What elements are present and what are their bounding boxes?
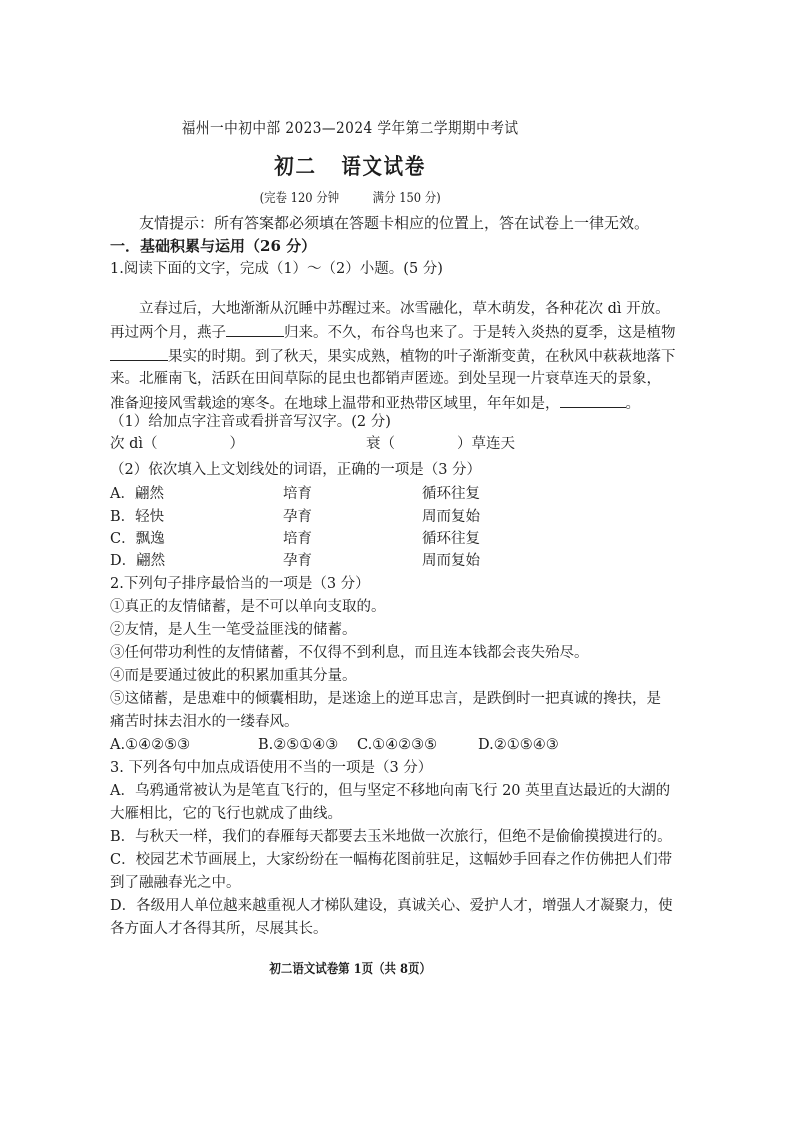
q1-sub2: （2）依次填入上文划线处的词语，正确的一项是（3 分） <box>110 462 482 478</box>
q2-sentence-1: ①真正的友情储蓄，是不可以单向支取的。 <box>110 599 386 615</box>
q3-option-c-1: C．校园艺术节画展上，大家纷纷在一幅梅花图前驻足，这幅妙手回春之作仿佛把人们带 <box>110 852 673 868</box>
q2-option-c: C.①④②③⑤ <box>357 737 438 753</box>
q2-sentence-5a: ⑤这储蓄，是患难中的倾囊相助，是迷途上的逆耳忠言，是跌倒时一把真诚的搀扶，是 <box>110 691 661 707</box>
exam-meta <box>0 189 700 209</box>
option-a-w3: 循环往复 <box>422 486 480 502</box>
option-d-w2: 孕育 <box>283 553 312 569</box>
q1-sub1: （1）给加点字注音或看拼音写汉字。(2 分) <box>110 414 391 430</box>
passage-line-5 <box>110 393 640 414</box>
passage-text: 。 <box>625 396 640 412</box>
q2-option-d: D.②①⑤④③ <box>478 737 559 753</box>
option-b-label: B．轻快 <box>110 509 165 525</box>
option-b-w2: 孕育 <box>283 509 312 525</box>
page-title <box>0 154 700 180</box>
exam-score: 满分 150 分) <box>372 191 441 206</box>
q3-option-b: B．与秋天一样，我们的春雁每天都要去玉米地做一次旅行，但绝不是偷偷摸摸进行的。 <box>110 829 672 845</box>
q1-stem: 1.阅读下面的文字，完成（1）～（2）小题。(5 分) <box>110 261 443 277</box>
blank-1 <box>226 322 284 337</box>
q3-option-d-2: 各方面人才各得其所，尽展其长。 <box>110 921 328 937</box>
q2-sentence-3: ③任何带功利性的友情储蓄，不仅得不到利息，而且连本钱都会丧失殆尽。 <box>110 645 589 661</box>
q3-option-d-1: D．各级用人单位越来越重视人才梯队建设，真诚关心、爱护人才，增强人才凝聚力，使 <box>110 898 673 914</box>
q1-sub1-a <box>110 434 244 454</box>
option-a-label: A．翩然 <box>110 486 164 502</box>
option-c-label: C．飘逸 <box>110 531 165 547</box>
option-d-w3: 周而复始 <box>422 553 480 569</box>
option-c-w3: 循环往复 <box>422 531 480 547</box>
char-prompt: 衰（ <box>366 436 395 452</box>
option-c-w2: 培育 <box>283 531 312 547</box>
page-footer: 初二语文试卷第 1页（共 8页） <box>269 962 431 977</box>
grade-label: 初二 <box>274 154 317 180</box>
q1-sub1-b <box>366 434 515 454</box>
notice: 友情提示：所有答案都必须填在答题卡相应的位置上，答在试卷上一律无效。 <box>139 214 650 232</box>
option-b-w3: 周而复始 <box>422 509 480 525</box>
q2-stem: 2.下列句子排序最恰当的一项是（3 分） <box>110 576 370 592</box>
q2-sentence-4: ④而是要通过彼此的积累加重其分量。 <box>110 668 357 684</box>
section-title: 一．基础积累与运用（26 分） <box>110 237 317 255</box>
paren-close: ）草连天 <box>457 436 515 452</box>
subject-label: 语文试卷 <box>341 154 427 180</box>
school-header: 福州一中初中部 2023—2024 学年第二学期期中考试 <box>181 119 519 137</box>
passage-text: 再过两个月，燕子 <box>110 325 226 341</box>
passage-text: 果实的时期。到了秋天，果实成熟，植物的叶子渐渐变黄，在秋风中萩萩地落下 <box>168 349 676 365</box>
option-a-w2: 培育 <box>283 486 312 502</box>
q2-option-b: B.②⑤①④③ <box>258 737 339 753</box>
option-d-label: D．翩然 <box>110 553 166 569</box>
paren-close: ） <box>229 436 245 452</box>
passage-line-2 <box>110 322 676 343</box>
exam-time: (完卷 120 分钟 <box>259 191 340 206</box>
q3-option-a-1: A．乌鸦通常被认为是笔直飞行的，但与坚定不移地向南飞行 20 英里直达最近的大湖的 <box>110 783 671 799</box>
q2-sentence-5b: 痛苦时抹去泪水的一缕春风。 <box>110 714 299 730</box>
pinyin-prompt: 次 dì（ <box>110 436 158 452</box>
passage-line-1: 立春过后，大地渐渐从沉睡中苏醒过来。冰雪融化，草木萌发，各种花次 dì 开放。 <box>139 301 670 317</box>
q3-stem: 3. 下列各句中加点成语使用不当的一项是（3 分） <box>110 760 433 776</box>
passage-line-4: 来。北雁南飞，活跃在田间草际的昆虫也都销声匿迹。到处呈现一片衰草连天的景象， <box>110 371 661 387</box>
passage-text: 准备迎接风雪载途的寒冬。在地球上温带和亚热带区域里，年年如是， <box>110 396 560 412</box>
passage-text: 归来。不久，布谷鸟也来了。于是转入炎热的夏季，这是植物 <box>284 325 676 341</box>
q3-option-a-2: 大雁相比，它的飞行也就成了曲线。 <box>110 806 342 822</box>
blank-2 <box>110 346 168 361</box>
passage-line-3 <box>110 346 676 367</box>
blank-3 <box>560 393 626 408</box>
q3-option-c-2: 到了融融春光之中。 <box>110 875 241 891</box>
q2-option-a: A.①④②⑤③ <box>110 737 191 753</box>
q2-sentence-2: ②友情，是人生一笔受益匪浅的储蓄。 <box>110 622 357 638</box>
